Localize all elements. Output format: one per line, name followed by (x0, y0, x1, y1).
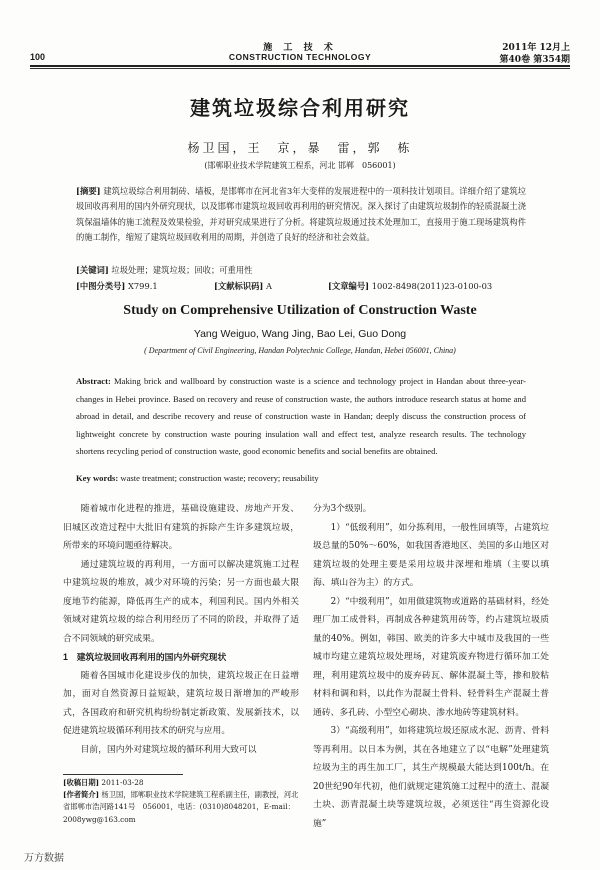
source-watermark: 万方数据 (24, 853, 64, 864)
abstract-cn (76, 184, 526, 246)
body-column-left (63, 500, 299, 759)
author-bio-label: [作者简介] (63, 790, 100, 800)
doc-code-value: A (265, 281, 272, 291)
footnote-author (63, 789, 299, 826)
authors-cn: 杨卫国，王 京，暴 雷，郭 栋 (187, 141, 413, 155)
abstract-cn-label: [摘要] (76, 186, 101, 196)
body-paragraph: 通过建筑垃圾的再利用，一方面可以解决建筑施工过程中建筑垃圾的堆放，减少对环境的污染；另一方面也最大限度地节约能源，降低再生产的成本，利国利民。国内外相关领域对建筑垃圾的综合利用经历了不同的阶段，并取得了适合不同领域的研究成果。 (63, 559, 299, 644)
doc-code-label: [文献标识码] (214, 281, 264, 291)
article-title-en: Study on Comprehensive Utilization of Construction Waste (123, 303, 477, 318)
clc-field (76, 280, 158, 292)
body-paragraph: 2）“中级利用”，如用做建筑物或道路的基础材料，经处理厂加工成骨料，再制成各种建筑用砖等，约占建筑垃圾质量的40%。例如，韩国、欧美的许多大中城市及我国的一些城市均建立建筑垃圾处理场，对建筑废弃物进行循环加工处理，利用建筑垃圾中的废弃砖瓦、解体混凝土等，掺和胶粘材料和调和料，以此作为混凝土骨料、轻骨料生产混凝土普通砖、多孔砖、小型空心砌块、渗水地砖等建筑材料。 (313, 596, 549, 718)
body-paragraph: 目前，国内外对建筑垃圾的循环利用大致可以 (80, 744, 257, 755)
footnote-rule (63, 774, 183, 775)
journal-name-en: CONSTRUCTION TECHNOLOGY (228, 52, 372, 62)
article-number-label: [文章编号] (328, 281, 370, 291)
received-date: 2011-03-28 (101, 778, 144, 787)
clc-label: [中图分类号] (76, 281, 126, 291)
footnote-received (63, 777, 299, 789)
keywords-en-text: waste treatment; construction waste; recovery; reusability (120, 473, 319, 483)
article-number-value: 1002-8498(2011)23-0100-03 (371, 281, 493, 291)
authors-en: Yang Weiguo, Wang Jing, Bao Lei, Guo Dong (193, 328, 407, 340)
header-rule-thin (30, 68, 570, 69)
footnote (63, 777, 299, 826)
section-heading: 1 建筑垃圾回收再利用的国内外研究现状 (63, 652, 227, 662)
keywords-cn-text: 垃圾处理；建筑垃圾；回收；可重用性 (111, 265, 253, 275)
keywords-cn-label: [关键词] (76, 265, 109, 275)
header-rule (30, 65, 570, 67)
body-column-right (313, 500, 549, 833)
keywords-cn (76, 264, 252, 276)
body-paragraph: 分为3个级别。 (313, 504, 372, 514)
body-paragraph: 随着城市化进程的推进，基础设施建设、房地产开发、旧城区改造过程中大批旧有建筑的拆除产生许多建筑垃圾，所带来的环境问题亟待解决。 (63, 504, 299, 551)
received-label: [收稿日期] (63, 778, 100, 787)
doc-code-field (214, 280, 272, 292)
body-paragraph: 3）“高级利用”，如将建筑垃圾还原成水泥、沥青、骨料等再利用。以日本为例，其在各地建立了以“电解”处理建筑垃圾为主的再生加工厂，其生产规模最大能达到100t/h。在20世纪90年代初，他们就规定建筑施工过程中的渣土、混凝土块、沥青混凝土块等建筑垃圾，必须送往“再生资源化设施” (313, 726, 549, 829)
affiliation-en: ( Department of Civil Engineering, Handan Polytechnic College, Handan, Hebei 056001, China) (144, 346, 456, 355)
abstract-en (76, 373, 526, 461)
issue-volume: 第40卷 第354期 (499, 55, 570, 65)
journal-name-cn: 施 工 技 术 (263, 43, 337, 53)
body-paragraph: 1）“低级利用”，如分拣利用，一般性回填等，占建筑垃圾总量的50%～60%，如我国香港地区、美国的多山地区对建筑垃圾的处理主要是采用垃圾井深埋和堆填（主要以填海、填山谷为主）的方式。 (313, 522, 549, 588)
affiliation-cn: (邯郸职业技术学院建筑工程系，河北 邯郸 056001) (204, 161, 396, 170)
article-title-cn: 建筑垃圾综合利用研究 (190, 96, 410, 120)
running-header (30, 38, 570, 68)
issue-date: 2011年 12月上 (502, 43, 570, 53)
abstract-en-text: Making brick and wallboard by construction waste is a science and technology project in Handan about three-year-changes in Hebei province. Based on recovery and reuse of construction waste, the authors introduce research status at home and abroad in detail, and describe recovery and reuse of construction waste in Handan; deeply discuss the construction process of lightweight concrete by construction waste pouring insulation wall and effect test, analyze research results. The technology shortens recycling period of construction waste, good economic benefits and social benefits are obtained. (76, 376, 526, 457)
clc-value: X799.1 (127, 281, 158, 291)
keywords-en (76, 473, 319, 483)
page-number: 100 (30, 52, 46, 62)
abstract-cn-text: 建筑垃圾综合利用制砖、墙板，是邯郸市在河北省3年大变样的发展进程中的一项科技计划项目。详细介绍了建筑垃圾回收再利用的国内外研究现状，以及邯郸市建筑垃圾回收再利用的研究情况。深入探讨了由建筑垃圾制作的轻质混凝土浇筑保温墙体的施工流程及效果检验，并对研究成果进行了分析。将建筑垃圾通过技术处理加工，直接用于施工现场建筑构件的施工制作，缩短了建筑垃圾回收利用的周期，并创造了良好的经济和社会效益。 (76, 186, 527, 243)
author-bio-text: 杨卫国，邯郸职业技术学院建筑工程系副主任，副教授，河北省邯郸市浩河路141号 056001，电话：(0310)8048201，E-mail：2008ywg@163.com (63, 790, 299, 824)
article-number-field (328, 280, 492, 292)
body-paragraph: 随着各国城市化建设步伐的加快，建筑垃圾正在日益增加，面对自然资源日益短缺，建筑垃圾日渐增加的严峻形式，各国政府和研究机构纷纷制定新政策、发展新技术，以促进建筑垃圾循环利用技术的研究与应用。 (63, 670, 299, 736)
abstract-en-label: Abstract: (76, 376, 111, 386)
keywords-en-label: Key words: (76, 473, 119, 483)
